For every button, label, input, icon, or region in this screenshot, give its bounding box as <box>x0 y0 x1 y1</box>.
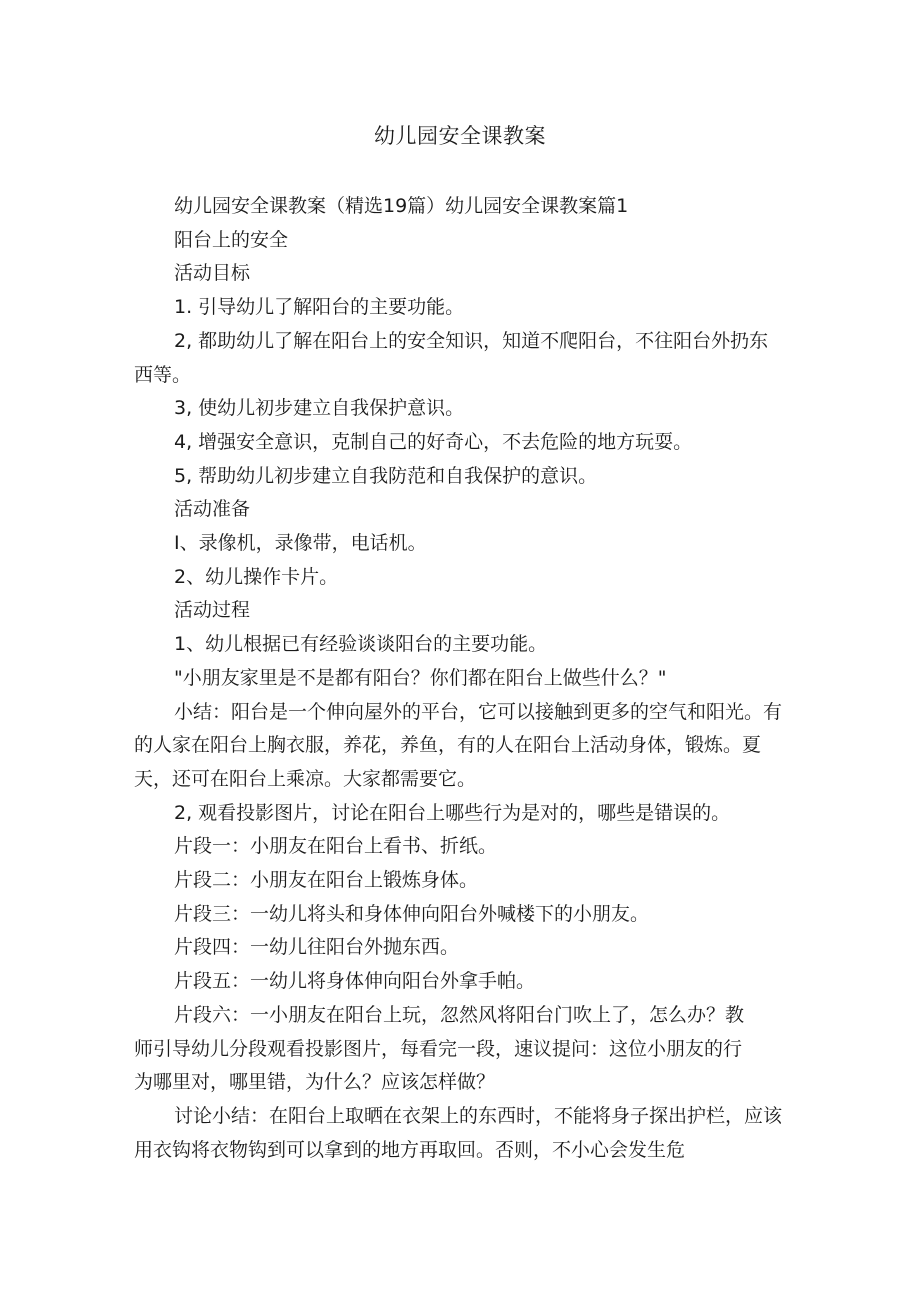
segment-6: 片段六：一小朋友在阳台上玩，忽然风将阳台门吹上了，怎么办？教师引导幼儿分段观看投影图片，每看完一段，速议提问：这位小朋友的行为哪里对，哪里错，为什么？应该怎样做？ <box>134 1003 745 1094</box>
process-step-1: 1、幼儿根据已有经验谈谈阳台的主要功能。 <box>174 633 548 656</box>
preparation-item-1: I、录像机，录像带，电话机。 <box>174 532 427 555</box>
segment-2: 片段二：小朋友在阳台上锻炼身体。 <box>174 869 479 892</box>
process-question: "小朋友家里是不是都有阳台？你们都在阳台上做些什么？" <box>174 666 667 689</box>
preparation-item-2: 2、幼儿操作卡片。 <box>174 565 339 588</box>
segment-1: 片段一：小朋友在阳台上看书、折纸。 <box>174 835 498 858</box>
document-title: 幼儿园安全课教案 <box>374 124 546 148</box>
section-heading-preparation: 活动准备 <box>174 498 251 521</box>
goal-item-5: 5, 帮助幼儿初步建立自我防范和自我保护的意识。 <box>174 464 598 487</box>
goal-item-4: 4, 增强安全意识，克制自己的好奇心，不去危险的地方玩耍。 <box>174 430 693 453</box>
segment-4: 片段四：一幼儿往阳台外抛东西。 <box>174 936 460 959</box>
goal-item-3: 3, 使幼儿初步建立自我保护意识。 <box>174 397 465 420</box>
document-body <box>134 190 786 1167</box>
process-step-2: 2, 观看投影图片，讨论在阳台上哪些行为是对的，哪些是错误的。 <box>174 801 731 824</box>
goal-item-2: 2, 都助幼儿了解在阳台上的安全知识，知道不爬阳台，不往阳台外扔东西等。 <box>134 329 769 386</box>
goal-item-1: 1. 引导幼儿了解阳台的主要功能。 <box>174 296 465 319</box>
section-heading-goals: 活动目标 <box>174 262 251 285</box>
segment-3: 片段三：一幼儿将头和身体伸向阳台外喊楼下的小朋友。 <box>174 902 650 925</box>
process-summary: 小结：阳台是一个伸向屋外的平台，它可以接触到更多的空气和阳光。有的人家在阳台上胸衣服，养花，养鱼，有的人在阳台上活动身体，锻炼。夏天，还可在阳台上乘凉。大家都需要它。 <box>134 700 783 790</box>
section-heading-process: 活动过程 <box>174 599 251 622</box>
segment-5: 片段五：一幼儿将身体伸向阳台外拿手帕。 <box>174 970 536 993</box>
discussion-summary: 讨论小结：在阳台上取晒在衣架上的东西时，不能将身子探出护栏，应该用衣钩将衣物钩到可以拿到的地方再取回。否则，不小心会发生危 <box>134 1104 783 1161</box>
paragraph-intro: 幼儿园安全课教案（精选19篇）幼儿园安全课教案篇1 <box>174 195 629 217</box>
section-heading-balcony-safety: 阳台上的安全 <box>174 228 289 251</box>
